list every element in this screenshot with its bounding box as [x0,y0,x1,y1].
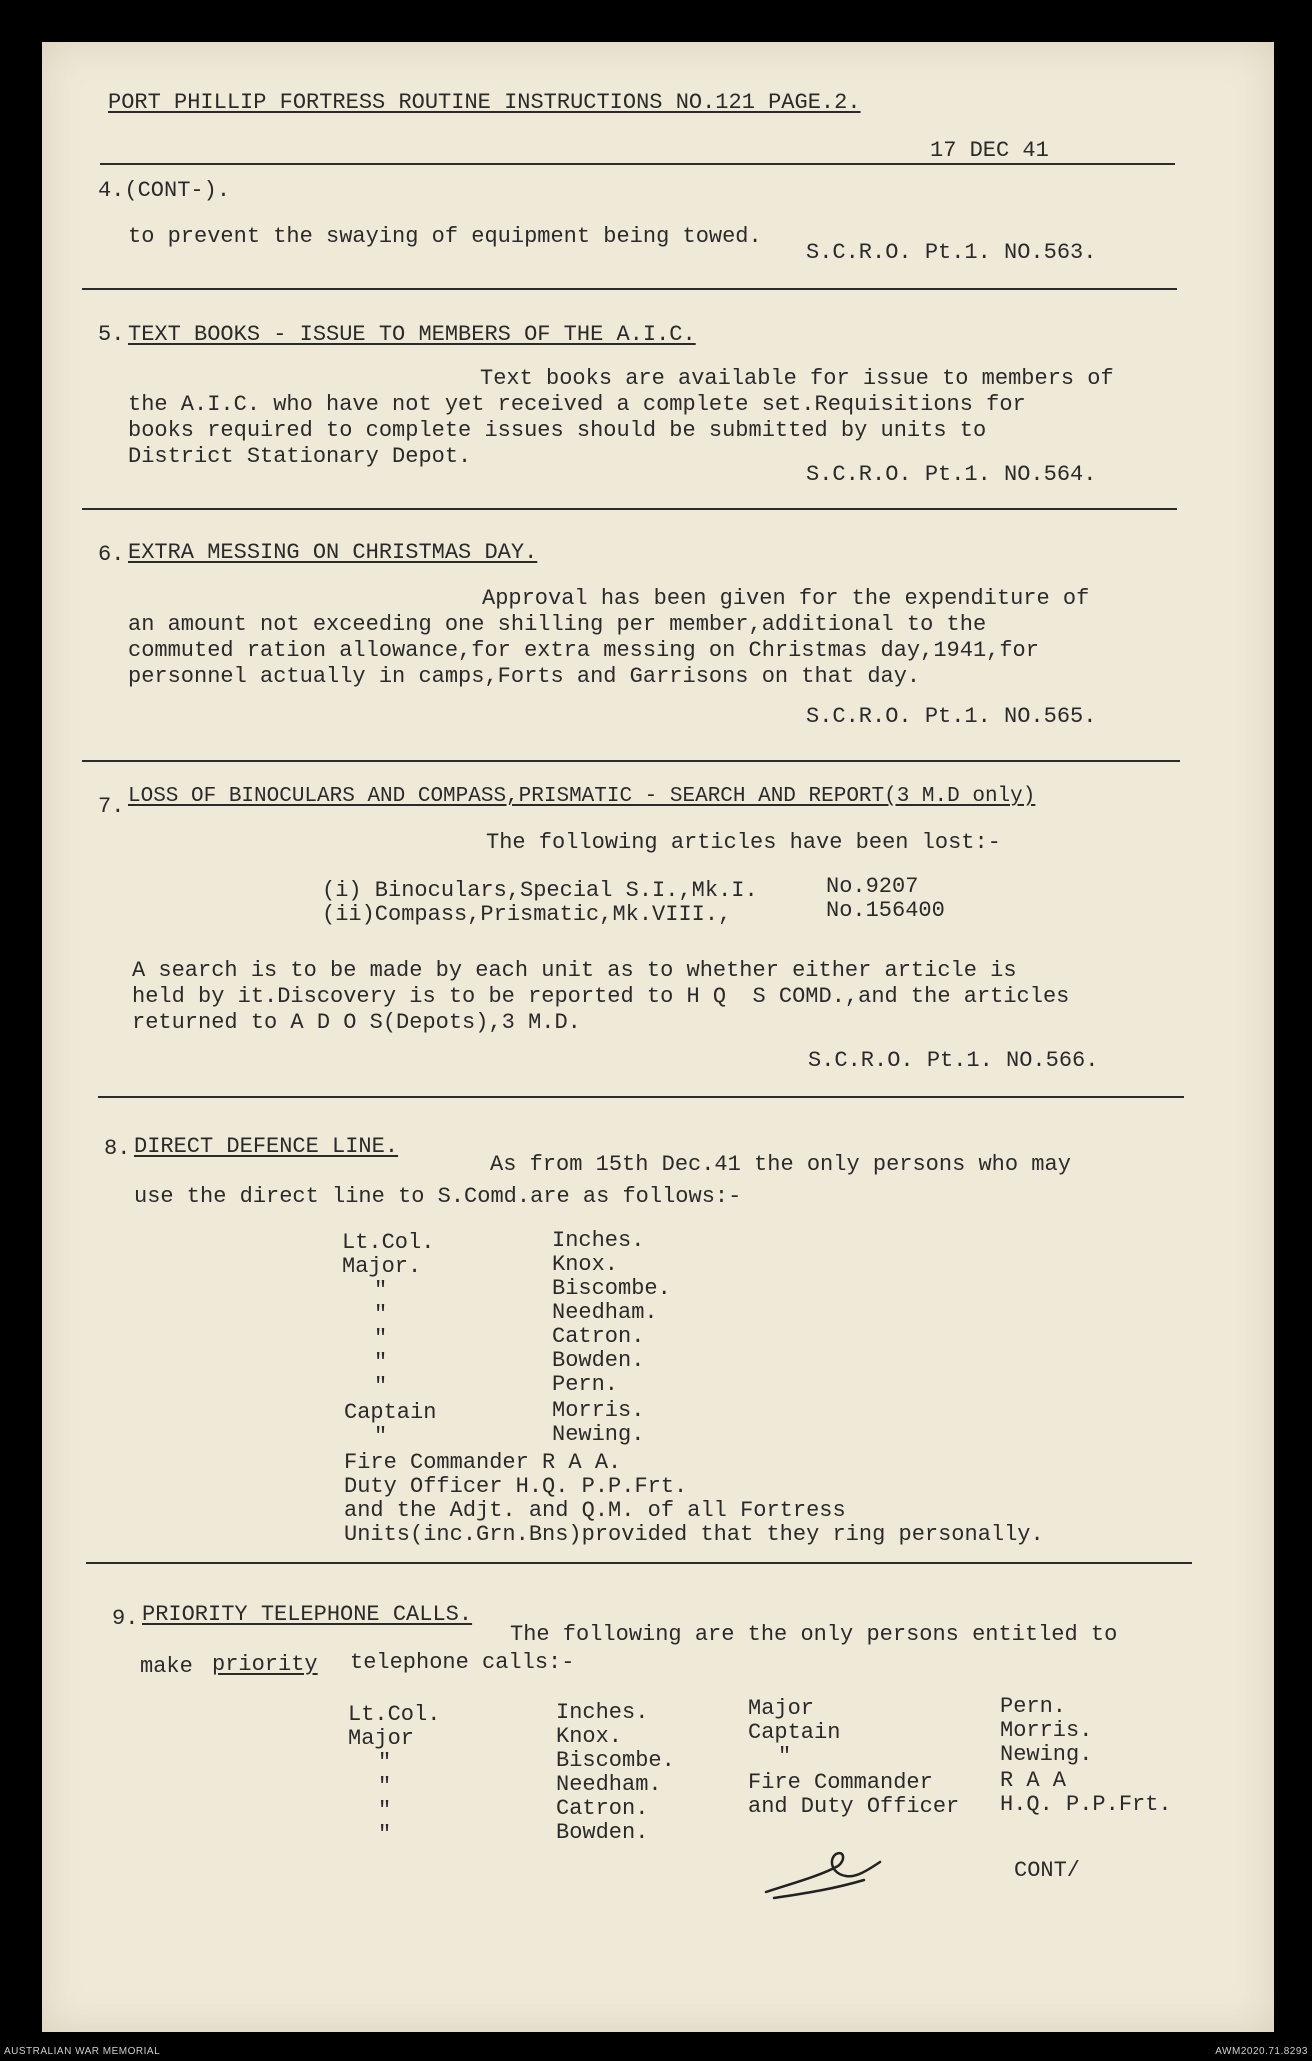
section-4-reference: S.C.R.O. Pt.1. NO.563. [806,240,1097,265]
section-7-number: 7. [98,794,125,819]
section-6-text: commuted ration allowance,for extra messing on Christmas day,1941,for [128,638,1039,663]
section-5-reference: S.C.R.O. Pt.1. NO.564. [806,462,1097,487]
section-4-text: to prevent the swaying of equipment being towed. [128,224,762,249]
lost-item-2-number: No.156400 [826,898,945,923]
section-8-text: use the direct line to S.Comd.are as follows:- [134,1184,742,1209]
section-8-text: Fire Commander R A A. [344,1450,622,1475]
section-7-text: held by it.Discovery is to be reported to H Q S COMD.,and the articles [132,984,1070,1009]
rank: Major. [342,1254,422,1279]
person-name: Bowden. [556,1820,649,1845]
lost-item-2: (ii)Compass,Prismatic,Mk.VIII., [322,902,732,927]
person-name: Morris. [552,1398,645,1423]
rank: " [374,1350,388,1375]
rank: " [778,1744,792,1769]
person-name: Pern. [1000,1694,1067,1719]
section-4-heading: 4.(CONT-). [98,178,231,203]
section-8-text: Units(inc.Grn.Bns)provided that they ring personally. [344,1522,1044,1547]
section-7-title: LOSS OF BINOCULARS AND COMPASS,PRISMATIC - SEARCH AND REPORT(3 M.D only) [128,785,1036,808]
section-9-text: make [140,1654,193,1679]
section-8-text: Duty Officer H.Q. P.P.Frt. [344,1474,688,1499]
section-6-text: an amount not exceeding one shilling per member,additional to the [128,612,987,637]
person-name: H.Q. P.P.Frt. [1000,1792,1172,1817]
section-7-text: The following articles have been lost:- [486,830,1001,855]
rank: " [374,1374,388,1399]
person-name: Knox. [556,1724,623,1749]
person-name: Newing. [1000,1742,1093,1767]
rank: Captain [344,1400,437,1425]
rank: " [378,1798,392,1823]
section-5-text: the A.I.C. who have not yet received a complete set.Requisitions for [128,392,1026,417]
section-5-text: Text books are available for issue to members of [480,366,1114,391]
person-name: Needham. [556,1772,662,1797]
rank: " [374,1326,388,1351]
person-name: Inches. [552,1228,645,1253]
section-8-title: DIRECT DEFENCE LINE. [134,1134,399,1159]
rank: Major [348,1726,415,1751]
divider [82,288,1177,290]
divider [82,508,1177,510]
section-9-title: PRIORITY TELEPHONE CALLS. [142,1602,473,1627]
document-title: PORT PHILLIP FORTRESS ROUTINE INSTRUCTIONS NO.121 PAGE.2. [108,90,861,115]
rank: Captain [748,1720,841,1745]
person-name: Catron. [556,1796,649,1821]
section-5-number: 5. [98,322,125,347]
document-date: 17 DEC 41 [930,138,1049,163]
section-7-text: A search is to be made by each unit as to whether either article is [132,958,1017,983]
person-name: Needham. [552,1300,658,1325]
divider [100,163,1175,165]
footer-archive-name: AUSTRALIAN WAR MEMORIAL [4,2046,161,2057]
person-name: Morris. [1000,1718,1093,1743]
rank: Lt.Col. [342,1230,435,1255]
section-8-text: As from 15th Dec.41 the only persons who may [490,1152,1071,1177]
section-9-emphasis: priority [212,1652,318,1677]
section-7-text: returned to A D O S(Depots),3 M.D. [132,1010,581,1035]
footer-accession-number: AWM2020.71.8293 [1215,2046,1308,2057]
section-8-text: and the Adjt. and Q.M. of all Fortress [344,1498,846,1523]
person-name: Inches. [556,1700,649,1725]
lost-item-1-number: No.9207 [826,874,919,899]
person-name: Biscombe. [556,1748,675,1773]
divider [86,1562,1192,1564]
person-name: Biscombe. [552,1276,671,1301]
person-name: Knox. [552,1252,619,1277]
rank: " [378,1774,392,1799]
section-8-number: 8. [104,1136,131,1161]
divider [82,760,1180,762]
section-5-title: TEXT BOOKS - ISSUE TO MEMBERS OF THE A.I.C. [128,322,696,347]
rank: " [374,1302,388,1327]
person-name: Bowden. [552,1348,645,1373]
section-5-text: District Stationary Depot. [128,444,472,469]
section-6-title: EXTRA MESSING ON CHRISTMAS DAY. [128,540,538,565]
person-name: R A A [1000,1768,1067,1793]
rank: " [378,1750,392,1775]
rank: Major [748,1696,815,1721]
lost-item-1: (i) Binoculars,Special S.I.,Mk.I. [322,878,758,903]
rank: Lt.Col. [348,1702,441,1727]
rank: " [374,1424,388,1449]
section-6-text: personnel actually in camps,Forts and Garrisons on that day. [128,664,921,689]
section-9-text: The following are the only persons entitled to [510,1622,1118,1647]
section-9-text: telephone calls:- [350,1650,575,1675]
section-6-number: 6. [98,542,125,567]
continued-marker: CONT/ [1014,1858,1081,1883]
section-7-reference: S.C.R.O. Pt.1. NO.566. [808,1048,1099,1073]
handwritten-signature [760,1840,890,1910]
rank: " [378,1822,392,1847]
person-name: Pern. [552,1372,619,1397]
rank: " [374,1278,388,1303]
person-name: Catron. [552,1324,645,1349]
section-9-number: 9. [112,1606,139,1631]
section-6-text: Approval has been given for the expenditure of [482,586,1090,611]
section-6-reference: S.C.R.O. Pt.1. NO.565. [806,704,1097,729]
rank: and Duty Officer [748,1794,960,1819]
rank: Fire Commander [748,1770,933,1795]
divider [98,1096,1184,1098]
section-5-text: books required to complete issues should be submitted by units to [128,418,987,443]
person-name: Newing. [552,1422,645,1447]
